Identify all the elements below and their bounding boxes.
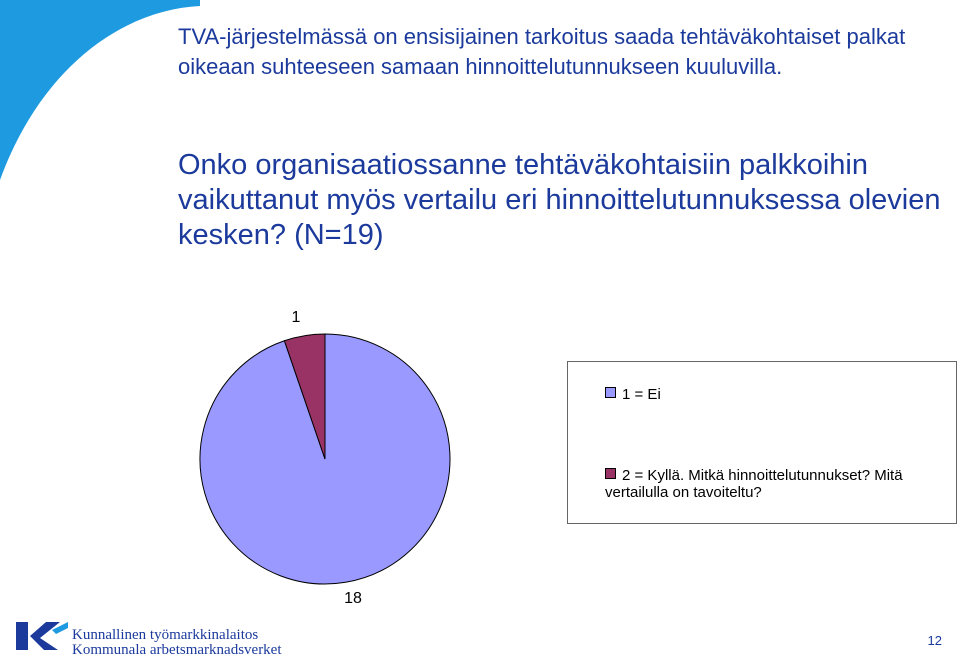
data-label-ei: 18: [344, 590, 362, 607]
slide-heading: TVA-järjestelmässä on ensisijainen tarkoitus saada tehtäväkohtaiset palkat oikeaan suhteeseen samaan hinnoittelutunnukseen kuuluvilla.: [178, 24, 906, 79]
page-number: 12: [927, 633, 942, 648]
chart-legend: [567, 361, 957, 524]
legend-item-ei: [605, 386, 945, 403]
org-name-swedish: Kommunala arbetsmarknadsverket: [72, 642, 282, 658]
legend-item-kylla: [605, 467, 945, 501]
slide-question: Onko organisaatiossanne tehtäväkohtaisiin palkkoihin vaikuttanut myös vertailu eri hinnoittelutunnuksessa olevien kesken? (N=19): [178, 149, 941, 251]
legend-swatch-ei: [605, 387, 616, 398]
legend-label-kylla: 2 = Kyllä. Mitkä hinnoittelutunnukset? Mitä vertailulla on tavoiteltu?: [605, 467, 903, 501]
organization-logo: [12, 618, 72, 654]
legend-swatch-kylla: [605, 468, 616, 479]
org-name-finnish: Kunnallinen työmarkkinalaitos: [72, 627, 259, 643]
legend-label-ei: 1 = Ei: [622, 386, 661, 403]
data-label-kylla: 1: [291, 309, 301, 326]
